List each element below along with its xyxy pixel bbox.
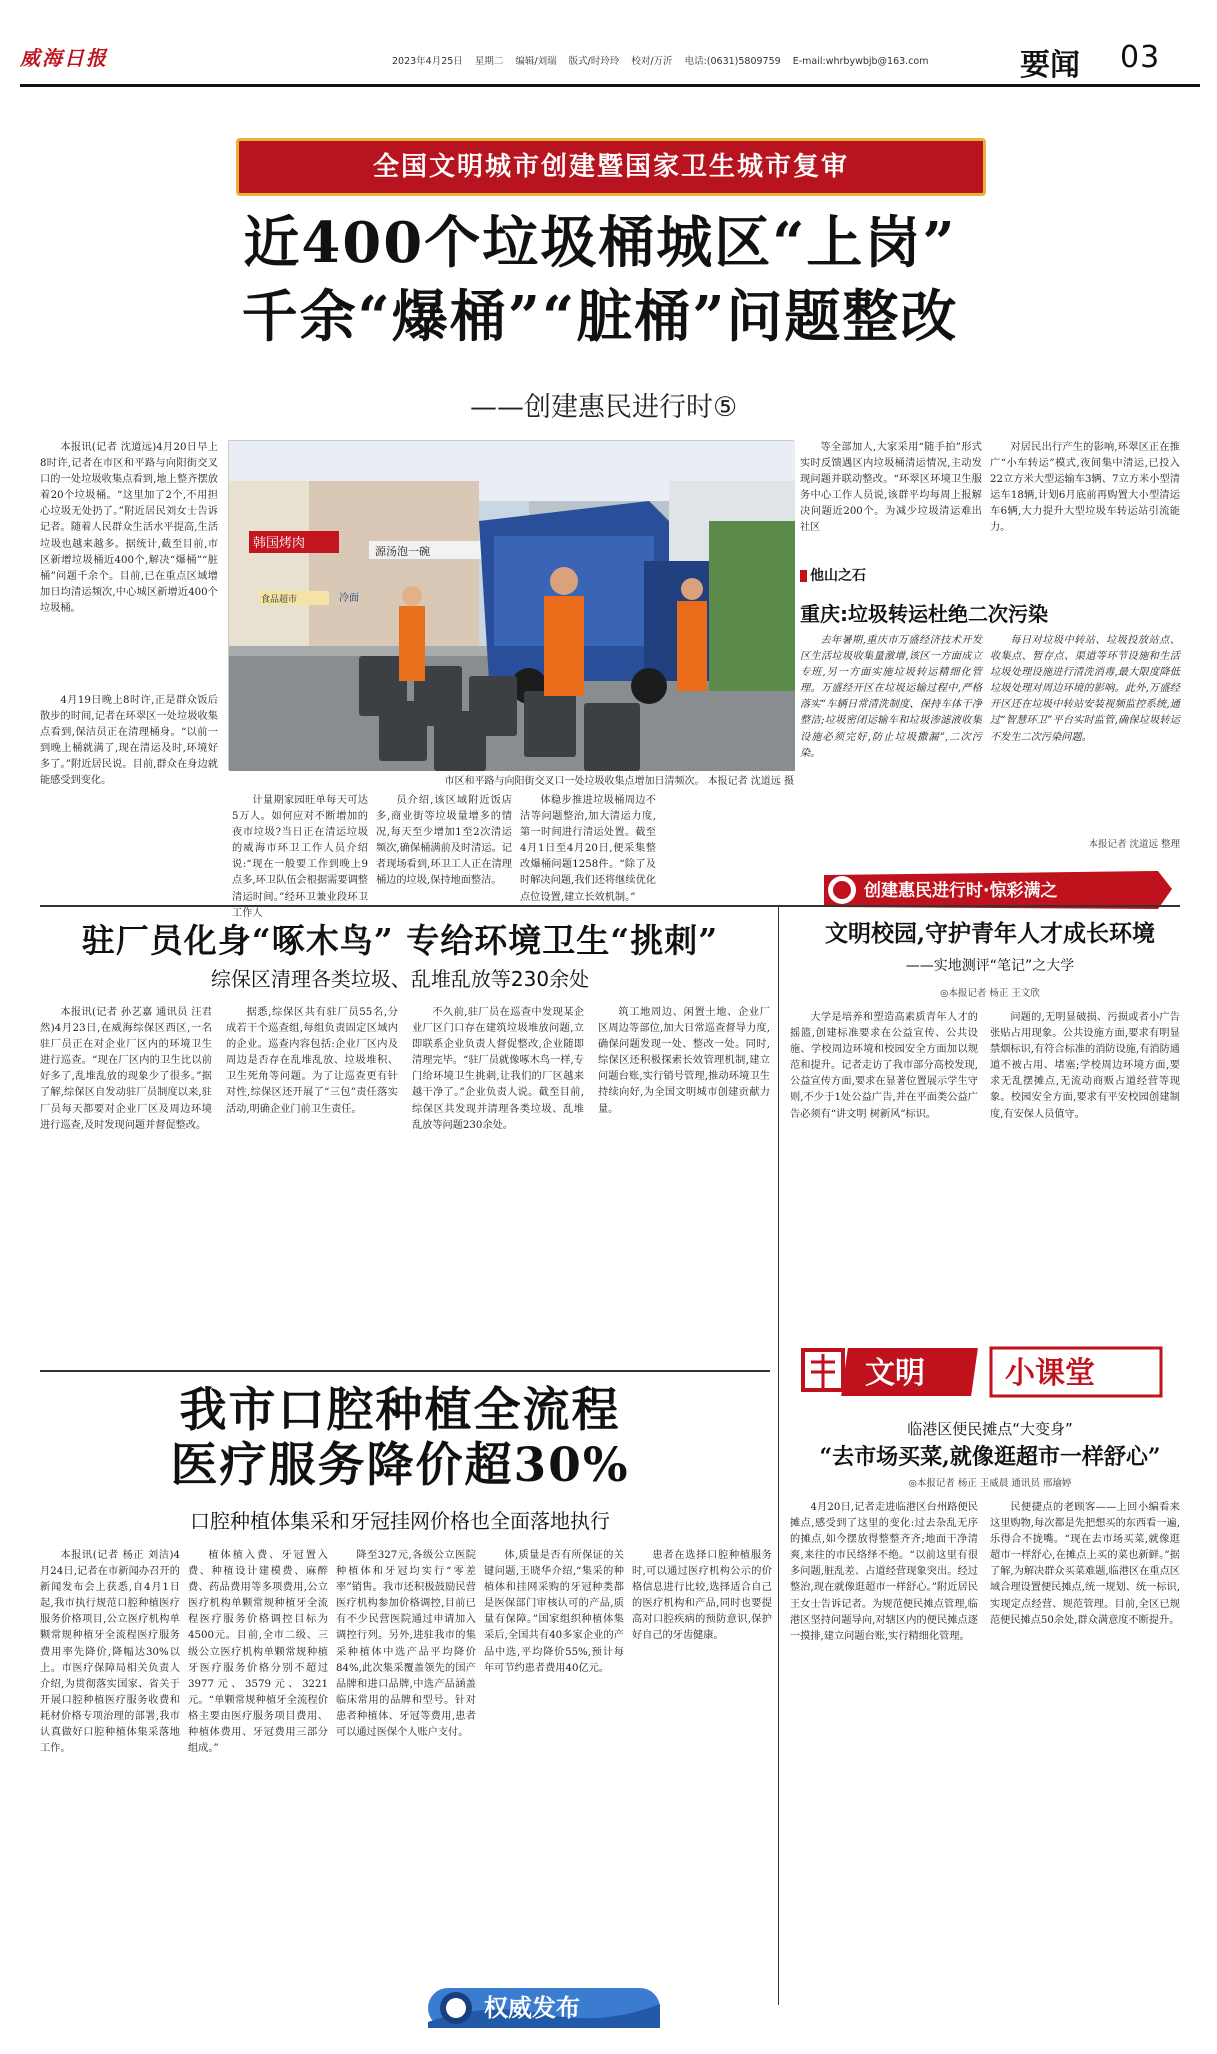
civility-stamp-right: 小课堂 [1005,1356,1095,1391]
civility-stamp-left: 文明 [865,1356,925,1391]
article5-kicker: 临港区便民摊点“大变身” [907,1420,1073,1438]
article4-column-4: 体,质量是否有所保证的关键问题,王晓华介绍,“集采的种植体和挂网采购的牙冠种类都是医保部门审核认可的产品,质量有保障。”国家组织种植体集采后,全国共有40多家企业的产品中选,平均降价55%,预计每年可节约患者费用40亿元。 [484,1550,624,1674]
email: E-mail:whrbywbjb@163.com [792,56,929,67]
article2-column-3: 不久前,驻厂员在巡查中发现某企业厂区门口存在建筑垃圾堆放问题,立即联系企业负责人督促整改,企业随即清理完毕。“驻厂员就像啄木鸟一样,专门给环境卫生挑刺,让我们的厂区越来越干净了。”企业负责人说。截至目前,综保区共发现并清理各类垃圾、乱堆乱放等问题230余处。 [412,1007,584,1131]
photo-sign-2: 源汤泡一碗 [375,545,430,558]
issue-weekday: 星期二 [474,56,504,67]
lead-column-6: 对居民出行产生的影响,环翠区正在推广“小车转运”模式,夜间集中清运,已投入22立方米大型运输车3辆、7立方米小型清运车18辆,计划6月底前再购置大小型清运车6辆,大力提升大型垃圾车转运站引流能力。 [990,442,1180,534]
civility-class-stamp [793,1340,1173,1404]
section-name: 要闻 [1020,48,1080,83]
lead-headline-line1: 近400个垃圾桶城区“上岗” [243,210,957,276]
article4-column-3: 降至327元,各级公立医院种植体和牙冠均实行“零差率”销售。我市还积极鼓励民营医疗机构参加价格调控,目前已有不少民营医院通过申请加入调控行列。另外,进驻我市的集采种植体中选产品平均降价84%,此次集采覆盖领先的国产品牌和进口品牌,中选产品涵盖临床常用的品牌和型号。针对患者种植体、牙冠等费用,患者可以通过医保个人账户支付。 [336,1550,476,1739]
lead-column-1b: 4月19日晚上8时许,正是群众饭后散步的时间,记者在环翠区一处垃圾收集点看到,保洁员正在清理桶身。“以前一到晚上桶就满了,现在清运及时,环境好多了。”附近居民说。目前,群众在身边就能感受到变化。 [40,695,218,787]
designer-credit: 版式/时玲玲 [568,56,620,67]
lead-column-5: 等全部加人,大家采用“随手拍”形式实时反馈遇区内垃圾桶清运情况,主动发现问题并联动整改。“环翠区环境卫生服务中心工作人员说,该群平均每周上报解决问题近200个。为减少垃圾清运难出社区 [800,442,982,534]
photo-sign-3: 食品超市 [261,595,298,605]
article2-column-2: 据悉,综保区共有驻厂员55名,分成若干个巡查组,每组负责固定区域内的企业。巡查内容包括:企业厂区内及周边是否存在乱堆乱放、垃圾堆积、卫生死角等问题。为了让巡查更有针对性,综保区还开展了“三包”责任落实活动,明确企业门前卫生责任。 [226,1007,398,1115]
article3-byline: ◎本报记者 杨正 王文欣 [940,988,1040,999]
page-number: 03 [1120,40,1161,75]
editor-credit: 编辑/刘瑞 [515,56,557,67]
photo-sign-4: 冷面 [339,593,359,604]
article2-column-4: 筑工地周边、闲置土地、企业厂区周边等部位,加大日常巡查督导力度,确保问题发现一处、整改一处。同时,综保区还积极探索长效管理机制,建立问题台账,实行销号管理,推动环境卫生持续向好,为全国文明城市创建贡献力量。 [598,1007,770,1115]
article4-headline-line2: 医疗服务降价超30% [170,1438,630,1493]
photo-sign-1: 韩国烤肉 [253,536,306,551]
article3-column-1: 大学是培养和塑造高素质青年人才的摇篮,创建标准要求在公益宣传、公共设施、学校周边环境和校园安全方面加以规范和提升。记者走访了我市部分高校发现,公益宣传方面,要求在显著位置展示学生守则,不少于1处公益广告,并在平面类公益广告必须有“讲文明 树新风”标识。 [790,1012,978,1120]
article3-headline: 文明校园,守护青年人才成长环境 [824,920,1155,947]
article4-headline-line1: 我市口腔种植全流程 [179,1383,621,1438]
section-divider [40,905,1180,907]
article3-subheadline: ——实地测评“笔记”之大学 [905,958,1075,974]
phone: 电话:(0631)5809759 [684,56,781,67]
tag-marker-icon [800,570,807,582]
sidebar-headline: 重庆:垃圾转运杜绝二次污染 [800,602,1048,626]
masthead [20,40,1200,90]
article4-column-1: 本报讯(记者 杨正 刘洁)4月24日,记者在市新闻办召开的新闻发布会上获悉,自4月1日起,我市执行规范口腔种植医疗服务价格项目,公立医疗机构单颗常规种植牙全流程医疗服务费用率先降价,降幅达30%以上。市医疗保障局相关负责人介绍,为贯彻落实国家、省关于开展口腔种植医疗服务收费和耗材价格专项治理的部署,我市认真做好口腔种植体集采落地工作。 [40,1550,180,1755]
lead-headline-line2: 千余“爆桶”“脏桶”问题整改 [241,284,959,350]
lead-column-4: 体稳步推进垃圾桶周边不洁等问题整治,加大清运力度,第一时间进行清运处置。截至4月1日至4月20日,便采集整改爆桶问题1258件。“除了及时解决问题,我们还将继续优化点位设置,建立长效机制。” [520,795,656,903]
campaign-banner: 全国文明城市创建暨国家卫生城市复审 [236,138,986,196]
photo-caption: 市区和平路与向阳街交叉口一处垃圾收集点增加日清频次。 本报记者 沈道远 摄 [444,776,794,787]
masthead-rule [20,84,1200,87]
article2-subheadline: 综保区清理各类垃圾、乱堆乱放等230余处 [210,967,590,991]
section-divider-2 [40,1370,770,1372]
proofreader-credit: 校对/万沂 [631,56,673,67]
campaign-stamp-text: 创建惠民进行时·惊彩满之 [864,881,1058,901]
sidebar-column-2: 每日对垃圾中转站、垃圾投放站点、收集点、暂存点、渠道等环节设施和生活垃圾处理设施进行清洗消毒,最大限度降低垃圾处理对周边环境的影响。此外,万盛经开区还在垃圾中转站安装视频监控系统,通过“智慧环卫”平台实时监管,确保垃圾转运不发生二次污染问题。 [990,635,1180,743]
authority-stamp [424,1982,664,2032]
lead-photo [228,440,794,770]
authority-stamp-text: 权威发布 [484,1994,580,2022]
article5-column-1: 4月20日,记者走进临港区台州路便民摊点,感受到了这里的变化:过去杂乱无序的摊点,如今摆放得整整齐齐;地面干净清爽,来往的市民络绎不绝。“以前这里有很多问题,脏乱差、占道经营现象突出。经过整治,现在就像逛超市一样舒心。”附近居民王女士告诉记者。为规范便民摊点管理,临港区坚持问题导向,对辖区内的便民摊点逐一摸排,建立问题台账,实行精细化管理。 [790,1502,978,1642]
article4-column-2: 植体植入费、牙冠置入费、种植设计建模费、麻醉费、药品费用等多项费用,公立医疗机构单颗常规种植牙全流程医疗服务价格调控目标为4500元。目前,全市二级、三级公立医疗机构单颗常规种植牙医疗服务价格分别不超过3977元、3579元、3221元。“单颗常规种植牙全流程价格主要由医疗服务项目费用、种植体费用、牙冠费用三部分组成。” [188,1550,328,1755]
issue-date: 2023年4月25日 [392,56,463,67]
column-divider [778,905,779,2005]
masthead-info [392,53,937,67]
article2-column-1: 本报讯(记者 孙艺嘉 通讯员 汪君然)4月23日,在威海综保区西区,一名驻厂员正在对企业厂区内的环境卫生进行巡查。“现在厂区内的卫生比以前好多了,乱堆乱放的现象少了很多。”据了解,综保区自发动驻厂员制度以来,驻厂员每天都要对企业厂区及周边环境进行巡查,及时发现问题并督促整改。 [40,1007,212,1131]
article3-column-2: 问题的,无明显破损、污损或者小广告张贴占用现象。公共设施方面,要求有明显禁烟标识,有符合标准的消防设施,有消防通道不被占用、堵塞;学校周边环境方面,要求无乱摆摊点,无流动商贩占道经营等现象。校园安全方面,要求有平安校园创建制度,有安保人员值守。 [990,1012,1180,1120]
article5-byline: ◎本报记者 杨正 王威晨 通讯员 邢瑜婷 [908,1478,1072,1489]
newspaper-logo: 威海日报 [20,46,108,70]
lead-column-2: 计量期家园旺单每天可达5万人。如何应对不断增加的夜市垃圾?当日正在清运垃圾的威海市环卫工作人员介绍说:“现在一般要工作到晚上9点多,环卫队伍会根据需要调整清运时间。”经环卫兼业段环卫工作人 [232,795,368,919]
article5-headline: “去市场买菜,就像逛超市一样舒心” [819,1444,1161,1470]
lead-subheadline: ——创建惠民进行时⑤ [470,392,738,423]
article4-column-5: 患者在选择口腔种植服务时,可以通过医疗机构公示的价格信息进行比较,选择适合自己的医疗机构和产品,同时也要提高对口腔疾病的预防意识,保护好自己的牙齿健康。 [632,1550,772,1642]
sidebar-column-1: 去年暑期,重庆市万盛经济技术开发区生活垃圾收集量激增,该区一方面成立专班,另一方面实施垃圾转运精细化管理。万盛经开区在垃圾运输过程中,严格落实“车辆日常清洗制度、保持车体干净整洁;垃圾密闭运输车和垃圾渗滤液收集设施必须完好,防止垃圾撒漏”,二次污染。 [800,635,982,759]
article2-headline: 驻厂员化身“啄木鸟” 专给环境卫生“挑刺” [81,921,719,960]
lead-column-3: 员介绍,该区域附近饭店多,商业街等垃圾量增多的情况,每天至少增加1至2次清运频次,确保桶满前及时清运。记者现场看到,环卫工人正在清理桶边的垃圾,保持地面整洁。 [376,795,512,887]
sidebar-byline: 本报记者 沈道远 整理 [1088,839,1180,850]
sidebar-tag: 他山之石 [800,565,960,585]
article4-subheadline: 口腔种植体集采和牙冠挂网价格也全面落地执行 [190,1509,610,1533]
lead-column-1: 本报讯(记者 沈道远)4月20日早上8时许,记者在市区和平路与向阳街交叉口的一处垃圾收集点看到,地上整齐摆放着20个垃圾桶。“这里加了2个,不用担心垃圾无处扔了。”附近居民刘女士告诉记者。随着人民群众生活水平提高,生活垃圾也越来越多。据统计,截至目前,市区新增垃圾桶近400个,解决“爆桶”“脏桶”问题千余个。目前,已在重点区域增加日均清运频次,中心城区新增近400个垃圾桶。 [40,442,218,614]
article5-column-2: 民便捷点的老顾客——上回小编看来这里购物,每次都是先把想买的东西看一遍,乐得合不拢嘴。“现在去市场买菜,就像逛超市一样舒心,在摊点上买的菜也新鲜。”据了解,为解决群众买菜难题,临港区在重点区域合理设置便民摊点,统一规划、统一标识,实现定点经营、规范管理。目前,全区已规范便民摊点50余处,群众满意度不断提升。 [990,1502,1180,1626]
